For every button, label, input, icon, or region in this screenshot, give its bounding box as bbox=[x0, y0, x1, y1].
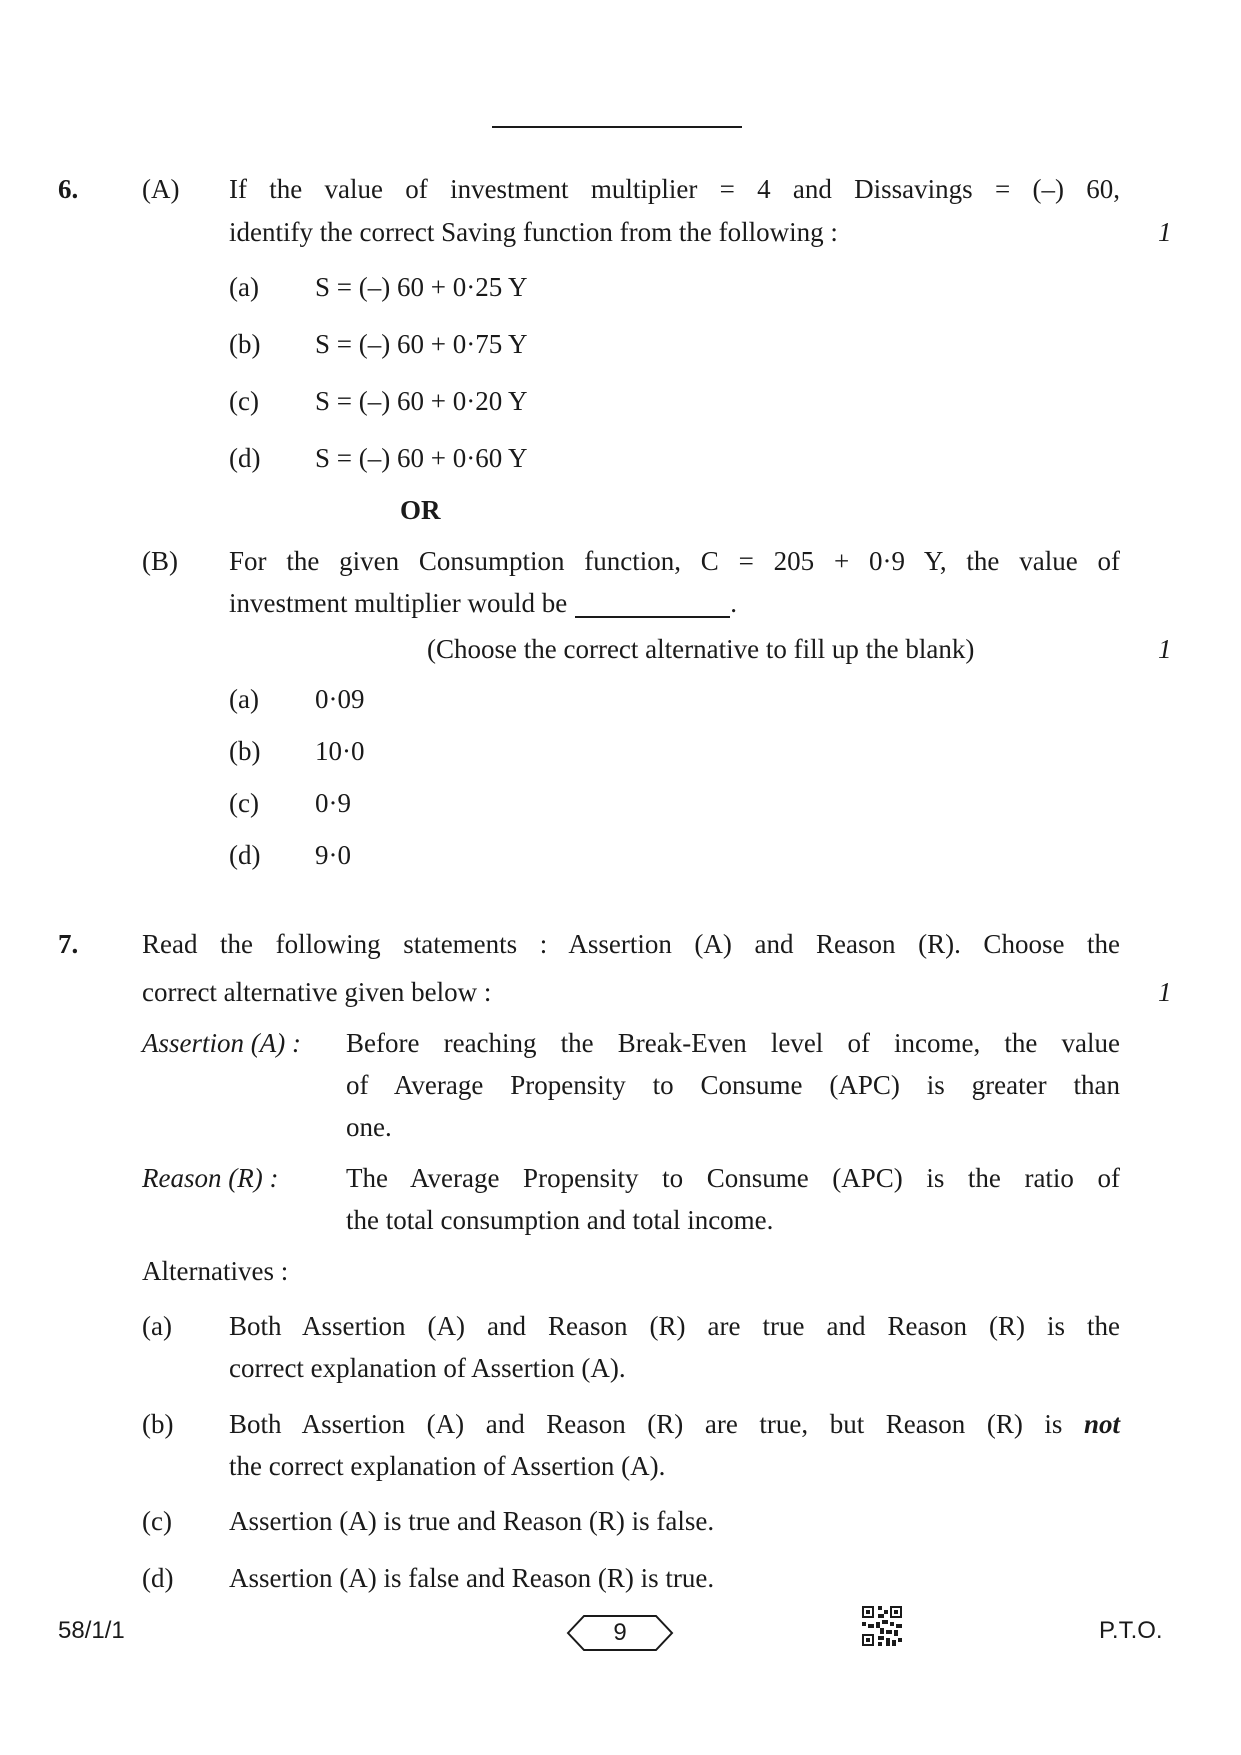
reason-line1: The Average Propensity to Consume (APC) is the ratio of bbox=[346, 1163, 1120, 1193]
q7-number: 7. bbox=[58, 929, 79, 959]
q6-partB-option-c-label: (c) bbox=[229, 788, 259, 818]
q6-partB-option-d-label: (d) bbox=[229, 840, 261, 870]
alt-c-line1: Assertion (A) is true and Reason (R) is false. bbox=[229, 1506, 715, 1536]
page-number: 9 bbox=[613, 1619, 627, 1646]
q6-partA-option-b-text: S = (–) 60 + 0·75 Y bbox=[315, 329, 528, 359]
assertion-line1: Before reaching the Break-Even level of income, the value bbox=[346, 1028, 1120, 1058]
q6-partB-option-c-text: 0·9 bbox=[315, 788, 351, 818]
paper-code: 58/1/1 bbox=[58, 1617, 125, 1644]
q6-or: OR bbox=[400, 495, 441, 525]
q6-partB-line2-text: investment multiplier would be bbox=[229, 588, 568, 618]
q6-partB-line2-end: . bbox=[730, 588, 737, 618]
alt-b-line1-text: Both Assertion (A) and Reason (R) are true, but Reason (R) is bbox=[229, 1409, 1063, 1439]
q6-partA-line1: If the value of investment multiplier = 4 and Dissavings = (–) 60, bbox=[229, 174, 1120, 204]
q6-partB-option-a-label: (a) bbox=[229, 684, 259, 714]
qr-code-icon bbox=[862, 1606, 902, 1646]
alt-b-emphasis: not bbox=[1083, 1409, 1121, 1439]
pto-label: P.T.O. bbox=[1099, 1617, 1163, 1644]
assertion-line2: of Average Propensity to Consume (APC) is greater than bbox=[346, 1070, 1120, 1100]
q6-partB-option-b-label: (b) bbox=[229, 736, 261, 766]
q6-partB-marks: 1 bbox=[1158, 634, 1172, 664]
q7-line2: correct alternative given below : bbox=[142, 977, 492, 1007]
q6-partB-option-d-text: 9·0 bbox=[315, 840, 351, 870]
q7-line1: Read the following statements : Assertion (A) and Reason (R). Choose the bbox=[142, 929, 1120, 959]
q7-marks: 1 bbox=[1158, 977, 1172, 1007]
q6-partB-option-b-text: 10·0 bbox=[315, 736, 365, 766]
q6-partA-label: (A) bbox=[142, 174, 180, 204]
q6-partA-line2: identify the correct Saving function from the following : bbox=[229, 217, 838, 247]
alt-a-line2: correct explanation of Assertion (A). bbox=[229, 1353, 626, 1383]
q6-partA-option-a-label: (a) bbox=[229, 272, 259, 302]
alt-a-label: (a) bbox=[142, 1311, 172, 1341]
top-rule bbox=[492, 126, 742, 128]
alt-c-label: (c) bbox=[142, 1506, 172, 1536]
q6-partA-option-a-text: S = (–) 60 + 0·25 Y bbox=[315, 272, 528, 302]
alternatives-heading: Alternatives : bbox=[142, 1256, 289, 1286]
q6-number: 6. bbox=[58, 174, 79, 204]
alt-d-label: (d) bbox=[142, 1563, 174, 1593]
q6-partA-option-c-label: (c) bbox=[229, 386, 259, 416]
q6-partA-option-c-text: S = (–) 60 + 0·20 Y bbox=[315, 386, 528, 416]
alt-b-label: (b) bbox=[142, 1409, 174, 1439]
fill-blank bbox=[575, 588, 730, 618]
alt-b-line2: the correct explanation of Assertion (A). bbox=[229, 1451, 666, 1481]
q6-partB-instruction: (Choose the correct alternative to fill up the blank) bbox=[427, 634, 975, 664]
q6-partB-line1: For the given Consumption function, C = 205 + 0·9 Y, the value of bbox=[229, 546, 1120, 576]
q6-partA-option-b-label: (b) bbox=[229, 329, 261, 359]
assertion-label: Assertion (A) : bbox=[142, 1028, 301, 1058]
q6-partB-label: (B) bbox=[142, 546, 178, 576]
alt-a-line1: Both Assertion (A) and Reason (R) are true and Reason (R) is the bbox=[229, 1311, 1120, 1341]
q6-partA-option-d-text: S = (–) 60 + 0·60 Y bbox=[315, 443, 528, 473]
q6-partA-option-d-label: (d) bbox=[229, 443, 261, 473]
alt-d-line1: Assertion (A) is false and Reason (R) is true. bbox=[229, 1563, 715, 1593]
reason-label: Reason (R) : bbox=[142, 1163, 279, 1193]
q6-partA-marks: 1 bbox=[1158, 217, 1172, 247]
assertion-line3: one. bbox=[346, 1112, 392, 1142]
alt-b-line1 bbox=[229, 1403, 1120, 1445]
reason-line2: the total consumption and total income. bbox=[346, 1205, 774, 1235]
q6-partB-line2 bbox=[229, 582, 737, 624]
q6-partB-option-a-text: 0·09 bbox=[315, 684, 365, 714]
